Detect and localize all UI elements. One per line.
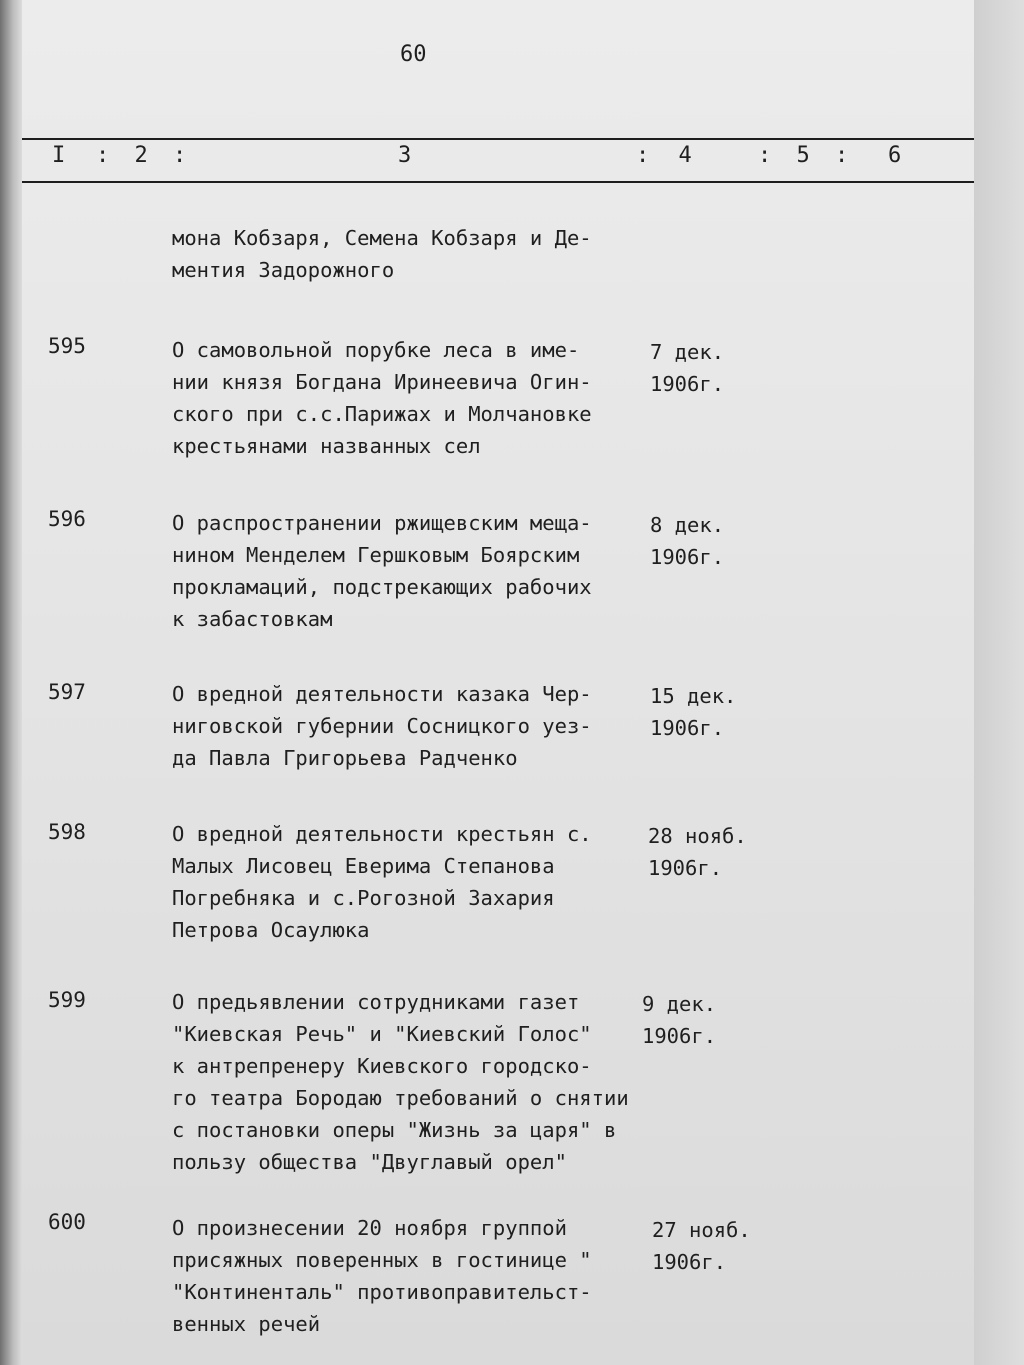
entry-description: [172, 818, 592, 946]
date-day: 15 дек.: [650, 684, 737, 708]
description-line: пользу общества "Двуглавый орел": [172, 1150, 567, 1174]
description-line: нином Менделем Гершковым Боярским: [172, 543, 580, 567]
date-year: 1906г.: [648, 856, 723, 880]
entry-description: [172, 1212, 592, 1340]
description-line: "Киевская Речь" и "Киевский Голос": [172, 1022, 592, 1046]
date-day: 28 нояб.: [648, 824, 747, 848]
date-day: 27 нояб.: [652, 1218, 751, 1242]
description-line: О вредной деятельности казака Чер-: [172, 682, 592, 706]
description-line: Погребняка и с.Рогозной Захария: [172, 886, 555, 910]
page-right-edge: [974, 0, 1024, 1365]
description-line: "Континенталь" противоправительст-: [172, 1280, 592, 1304]
entry-date: [650, 509, 724, 573]
entry-number: 599: [48, 988, 86, 1012]
entry-date: [642, 988, 716, 1052]
description-line: к забастовкам: [172, 607, 333, 631]
entry-number: 598: [48, 820, 86, 844]
description-line: ского при с.с.Парижах и Молчановке: [172, 402, 592, 426]
header-rule-top: [22, 138, 974, 140]
column-header-5: : 5 :: [758, 143, 855, 168]
entry-number: 596: [48, 507, 86, 531]
description-line: прокламаций, подстрекающих рабочих: [172, 575, 592, 599]
entry-description: [172, 678, 592, 774]
column-header-4: : 4: [636, 143, 700, 168]
description-line: О предьявлении сотрудниками газет: [172, 990, 580, 1014]
description-line: О вредной деятельности крестьян с.: [172, 822, 592, 846]
date-year: 1906г.: [650, 545, 725, 569]
description-line: присяжных поверенных в гостинице ": [172, 1248, 592, 1272]
date-day: 9 дек.: [642, 992, 717, 1016]
entry-description: [172, 334, 592, 462]
date-day: 8 дек.: [650, 513, 725, 537]
description-line: венных речей: [172, 1312, 321, 1336]
description-line: ниговской губернии Сосницкого уез-: [172, 714, 592, 738]
column-header-6: 6: [888, 143, 902, 168]
description-line: нии князя Богдана Иринеевича Огин-: [172, 370, 592, 394]
entry-date: [650, 680, 736, 744]
entry-date: [648, 820, 747, 884]
entry-date: [650, 336, 724, 400]
description-line: да Павла Григорьева Радченко: [172, 746, 518, 770]
description-line: О распространении ржищевским меща-: [172, 511, 592, 535]
entry-continuation-description: [172, 222, 592, 286]
page-left-shadow: [0, 0, 22, 1365]
date-year: 1906г.: [650, 716, 725, 740]
description-line: Петрова Осаулюка: [172, 918, 370, 942]
description-line: Малых Лисовец Еверима Степанова: [172, 854, 555, 878]
column-header-3: 3: [398, 143, 412, 168]
date-day: 7 дек.: [650, 340, 725, 364]
column-header-1: I: [52, 143, 66, 168]
entry-number: 600: [48, 1210, 86, 1234]
entry-number: 595: [48, 334, 86, 358]
date-year: 1906г.: [650, 372, 725, 396]
description-line: с постановки оперы "Жизнь за царя" в: [172, 1118, 617, 1142]
description-line: к антрепренеру Киевского городско-: [172, 1054, 592, 1078]
description-line: О произнесении 20 ноября группой: [172, 1216, 567, 1240]
column-header-2: : 2 :: [96, 143, 193, 168]
description-line: крестьянами названных сел: [172, 434, 481, 458]
page-number: 60: [400, 42, 427, 67]
entry-date: [652, 1214, 751, 1278]
description-line: мона Кобзаря, Семена Кобзаря и Де-: [172, 226, 592, 250]
entry-description: [172, 986, 629, 1178]
date-year: 1906г.: [652, 1250, 727, 1274]
description-line: ментия Задорожного: [172, 258, 395, 282]
header-rule-bottom: [22, 181, 974, 183]
date-year: 1906г.: [642, 1024, 717, 1048]
description-line: О самовольной порубке леса в име-: [172, 338, 580, 362]
description-line: го театра Бородаю требований о снятии: [172, 1086, 629, 1110]
entry-description: [172, 507, 592, 635]
entry-number: 597: [48, 680, 86, 704]
